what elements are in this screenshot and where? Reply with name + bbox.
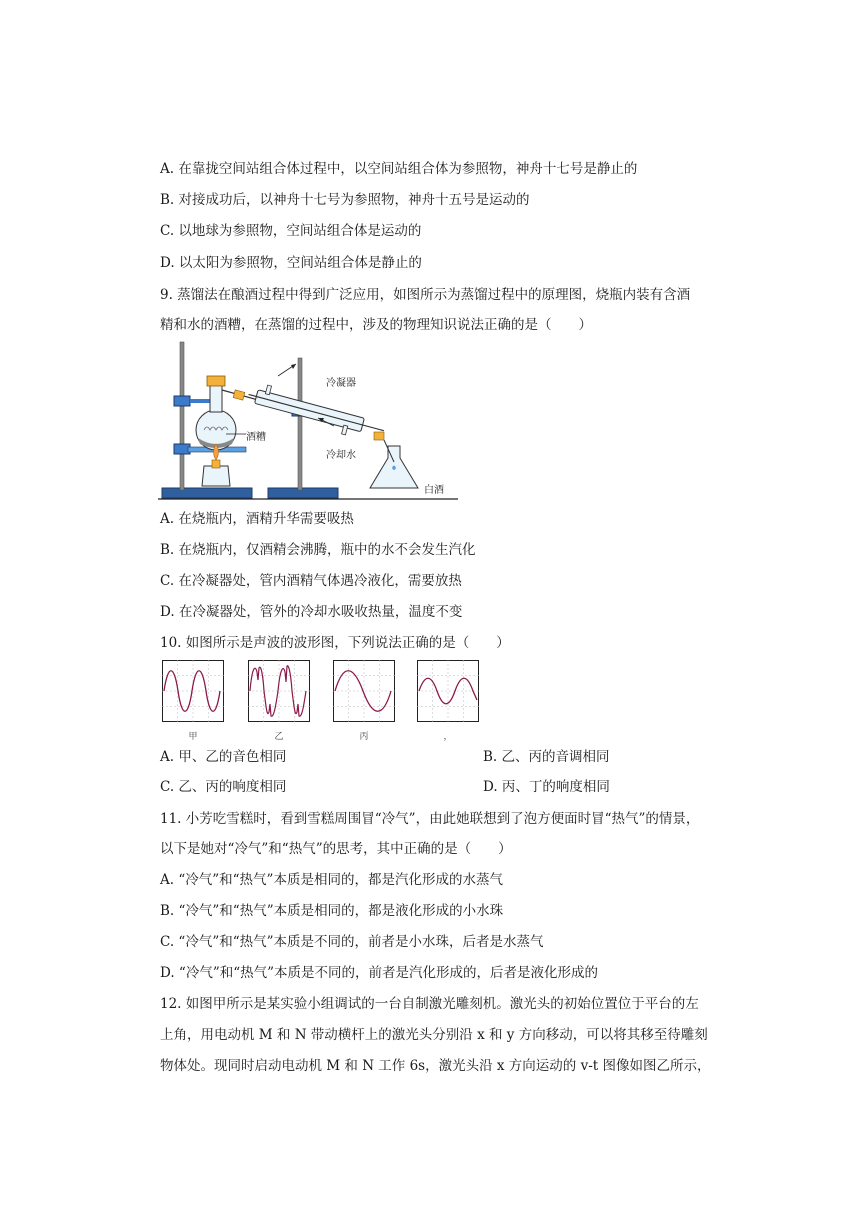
q10-option-d: D. 丙、丁的响度相同	[483, 779, 610, 795]
q11-stem-line1: 11. 小芳吃雪糕时，看到雪糕周围冒“冷气”，由此她联想到了泡方便面时冒“热气”的情景，	[160, 811, 700, 827]
waveform-label-jia: 甲	[188, 732, 198, 742]
q11-stem-line2: 以下是她对“冷气”和“热气”的思考，其中正确的是（ ）	[160, 841, 512, 857]
q9-option-b: B. 在烧瓶内，仅酒精会沸腾，瓶中的水不会发生汽化	[160, 542, 476, 558]
mash-pointer-line	[226, 430, 246, 438]
q11-option-c: C. “冷气”和“热气”本质是不同的，前者是小水珠，后者是水蒸气	[160, 934, 544, 950]
q9-stem-line2: 精和水的酒糟，在蒸馏的过程中，涉及的物理知识说法正确的是（ ）	[160, 317, 592, 333]
q9-option-a: A. 在烧瓶内，酒精升华需要吸热	[160, 511, 354, 527]
q12-stem-line2: 上角，用电动机 M 和 N 带动横杆上的激光头分别沿 x 和 y 方向移动，可以将其移至待雕刻	[160, 1027, 708, 1043]
waveform-jia	[162, 660, 224, 722]
q8-option-b: B. 对接成功后，以神舟十七号为参照物，神舟十五号是运动的	[160, 192, 530, 208]
q10-stem: 10. 如图所示是声波的波形图，下列说法正确的是（ ）	[160, 635, 510, 651]
waveform-ding	[417, 660, 479, 722]
waveform-label-yi: 乙	[274, 732, 284, 742]
waveform-label-bing: 丙	[359, 732, 369, 742]
q11-option-d: D. “冷气”和“热气”本质是不同的，前者是汽化形成的，后者是液化形成的	[160, 965, 599, 981]
q11-option-b: B. “冷气”和“热气”本质是相同的，都是液化形成的小水珠	[160, 903, 504, 919]
waveform-bing	[333, 660, 395, 722]
q8-option-c: C. 以地球为参照物，空间站组合体是运动的	[160, 223, 422, 239]
q8-option-a: A. 在靠拢空间站组合体过程中，以空间站组合体为参照物，神舟十七号是静止的	[160, 161, 638, 177]
q11-option-a: A. “冷气”和“热气”本质是相同的，都是汽化形成的水蒸气	[160, 872, 503, 888]
waveform-label-ding: ，	[443, 732, 453, 742]
q9-option-d: D. 在冷凝器处，管外的冷却水吸收热量，温度不变	[160, 604, 463, 620]
waveform-yi	[248, 660, 310, 722]
label-cooling-water: 冷却水	[326, 450, 356, 461]
q10-option-a: A. 甲、乙的音色相同	[160, 749, 287, 765]
distillation-apparatus-figure	[158, 338, 458, 502]
q8-option-d: D. 以太阳为参照物，空间站组合体是静止的	[160, 255, 422, 271]
label-liquor: 白酒	[424, 485, 444, 496]
q10-option-c: C. 乙、丙的响度相同	[160, 779, 287, 795]
q12-stem-line1: 12. 如图甲所示是某实验小组调试的一台自制激光雕刻机。激光头的初始位置位于平台的左	[160, 996, 699, 1012]
label-mash: 酒糟	[246, 432, 266, 443]
q12-stem-line3: 物体处。现同时启动电动机 M 和 N 工作 6s，激光头沿 x 方向运动的 v-t 图像如图乙所示，	[160, 1058, 711, 1074]
q9-stem-line1: 9. 蒸馏法在酿酒过程中得到广泛应用，如图所示为蒸馏过程中的原理图，烧瓶内装有含酒	[160, 287, 691, 303]
q9-option-c: C. 在冷凝器处，管内酒精气体遇冷液化，需要放热	[160, 573, 462, 589]
q10-option-b: B. 乙、丙的音调相同	[483, 749, 610, 765]
label-condenser: 冷凝器	[326, 378, 356, 389]
